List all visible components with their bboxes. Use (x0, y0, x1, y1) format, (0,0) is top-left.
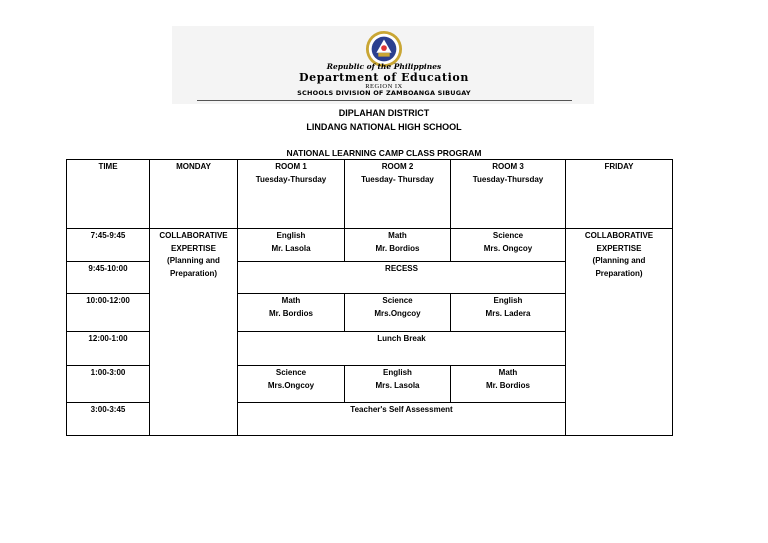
subject: Science (275, 368, 307, 377)
header-room2 (345, 160, 451, 229)
teacher: Mr. Bordios (485, 380, 530, 390)
lunch-break-cell: Lunch Break (238, 332, 566, 366)
teacher: Mrs. Ladera (485, 308, 531, 318)
teacher: Mrs.Ongcoy (374, 308, 421, 318)
subject: Science (382, 296, 413, 305)
region-label: REGION IX (365, 83, 403, 90)
table-row (67, 229, 673, 262)
room1-days: Tuesday-Thursday (255, 174, 327, 184)
subject: Math (498, 368, 518, 377)
time-cell: 3:00-3:45 (67, 403, 150, 436)
room3-class-cell (451, 366, 566, 403)
room1-class-cell (238, 366, 345, 403)
header-time: TIME (67, 160, 150, 229)
time-cell: 9:45-10:00 (67, 262, 150, 294)
collab-line: (Planning and (592, 256, 646, 265)
room3-class-cell (451, 294, 566, 332)
subject: Science (492, 231, 524, 240)
division-label: SCHOOLS DIVISION OF ZAMBOANGA SIBUGAY (297, 89, 471, 97)
room3-class-cell (451, 229, 566, 262)
room2-class-cell (345, 294, 451, 332)
header-friday: FRIDAY (566, 160, 673, 229)
time-cell: 7:45-9:45 (67, 229, 150, 262)
time-cell: 10:00-12:00 (67, 294, 150, 332)
subject: Math (388, 231, 407, 240)
room1-class-cell (238, 294, 345, 332)
subject: English (276, 231, 306, 240)
room1-class-cell (238, 229, 345, 262)
collab-line: EXPERTISE (596, 243, 642, 253)
teacher: Mrs. Lasola (375, 380, 420, 390)
header-room3 (451, 160, 566, 229)
room1-name: ROOM 1 (275, 162, 307, 171)
republic-label: Republic of the Philippines (326, 62, 442, 71)
collab-line: Preparation) (169, 268, 218, 278)
collab-line: (Planning and (167, 256, 220, 265)
self-assessment-cell: Teacher's Self Assessment (238, 403, 566, 436)
teacher: Mrs.Ongcoy (267, 380, 315, 390)
collab-line: Preparation) (595, 268, 643, 278)
room3-days: Tuesday-Thursday (472, 174, 544, 184)
header-room1 (238, 160, 345, 229)
room3-name: ROOM 3 (492, 162, 524, 171)
department-label: Department of Education (299, 71, 469, 84)
teacher: Mr. Bordios (268, 308, 313, 318)
header-divider (197, 100, 572, 101)
school-title: LINDANG NATIONAL HIGH SCHOOL (306, 122, 462, 132)
time-cell: 1:00-3:00 (67, 366, 150, 403)
collab-line: EXPERTISE (171, 243, 216, 253)
time-cell: 12:00-1:00 (67, 332, 150, 366)
room2-class-cell (345, 366, 451, 403)
district-title: DIPLAHAN DISTRICT (338, 108, 430, 118)
recess-cell: RECESS (238, 262, 566, 294)
room2-days: Tuesday- Thursday (361, 174, 434, 184)
subject: Math (281, 296, 301, 305)
room2-class-cell (345, 229, 451, 262)
header-monday: MONDAY (150, 160, 238, 229)
teacher: Mr. Bordios (375, 243, 420, 253)
friday-collab-cell (566, 229, 673, 436)
class-program-table (66, 159, 673, 436)
collab-line: COLLABORATIVE (159, 231, 228, 240)
monday-collab-cell (150, 229, 238, 436)
collab-line: COLLABORATIVE (584, 231, 654, 240)
teacher: Mr. Lasola (271, 243, 311, 253)
teacher: Mrs. Ongcoy (483, 243, 533, 253)
subject: English (383, 368, 412, 377)
subject: English (493, 296, 523, 305)
room2-name: ROOM 2 (381, 162, 414, 171)
table-header-row (67, 160, 673, 229)
program-title: NATIONAL LEARNING CAMP CLASS PROGRAM (286, 148, 482, 158)
